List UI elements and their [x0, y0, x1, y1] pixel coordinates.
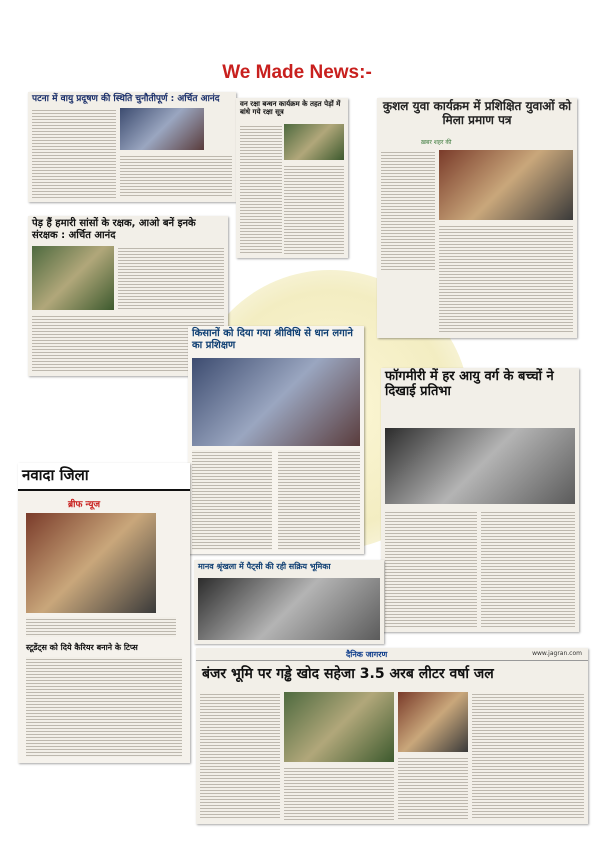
clip-headline: पेड़ हैं हमारी सांसों के रक्षक, आओ बनें इनके संरक्षक : अर्चित आनंद: [32, 218, 196, 241]
clip-body-text: [284, 766, 394, 820]
clip-body-text: [284, 164, 344, 254]
clip-body-text: [472, 692, 584, 820]
clip-photo: [439, 150, 573, 220]
clip-headline: वन रक्षा बन्धन कार्यक्रम के तहत पेड़ों में बांधे गये रक्षा सूत्र: [240, 100, 341, 117]
news-clipping-farmers-training: [188, 326, 364, 554]
masthead: दैनिक जागरण: [346, 650, 388, 659]
clip-body-text: [26, 617, 176, 637]
clip-headline: बंजर भूमि पर गड्ढे खोद सहेजा 3.5 अरब लीटर वर्षा जल: [202, 666, 494, 682]
clip-photo: [120, 108, 204, 150]
clip-photo: [192, 358, 360, 446]
clip-body-text: [200, 692, 280, 820]
clip-body-text: [32, 108, 116, 198]
clip-photo: [284, 692, 394, 762]
banner-title: नवादा जिला: [22, 466, 89, 484]
clip-photo: [198, 578, 380, 640]
clip-banner: [18, 463, 190, 491]
clip-body-text: [398, 756, 468, 820]
clip-photo: [32, 246, 114, 310]
news-clipping-fogmiri-talent: [381, 368, 579, 632]
clip-body-text: [278, 450, 360, 550]
site-url: www.jagran.com: [532, 650, 582, 657]
clip-body-text: [118, 246, 224, 310]
clip-photo: [26, 513, 156, 613]
clip-headline: पटना में वायु प्रदूषण की स्थिति चुनौतीपूर्ण : अर्चित आनंद: [32, 94, 220, 104]
clip-headline: कुशल युवा कार्यक्रम में प्रशिक्षित युवाओं को मिला प्रमाण पत्र: [382, 99, 572, 127]
clip-body-text: [385, 510, 477, 628]
news-clipping-van-raksha-bandhan: [236, 98, 348, 258]
clip-photo: [398, 692, 468, 752]
clip-body-text: [240, 124, 282, 254]
clip-subtitle: ख़बर शहर की: [421, 139, 452, 146]
clip-body-text: [120, 154, 232, 198]
clip-body-text: [439, 224, 573, 334]
news-clipping-air-pollution: [28, 92, 236, 202]
clip-body-text: [192, 450, 272, 550]
clip-tag: ब्रीफ न्यूज: [68, 500, 101, 510]
news-clipping-skill-certificate: [377, 98, 577, 338]
clip-headline: स्टूडेंट्स को दिये कैरियर बनाने के टिप्स: [26, 643, 138, 652]
page-title: We Made News:-: [222, 62, 372, 83]
clip-photo: [385, 428, 575, 504]
clip-photo: [284, 124, 344, 160]
clip-headline: मानव श्रृंखला में पैट्सी की रही सक्रिय भूमिका: [198, 562, 331, 571]
news-clipping-rainwater-harvesting: [196, 648, 588, 824]
clip-masthead-bar: [196, 648, 588, 661]
clip-headline: किसानों को दिया गया श्रीविधि से धान लगाने का प्रशिक्षण: [192, 328, 353, 351]
news-clipping-human-chain: [194, 560, 384, 644]
clip-body-text: [481, 510, 575, 628]
clip-body-text: [26, 657, 182, 757]
clip-headline: फॉगमीरी में हर आयु वर्ग के बच्चों ने दिखाई प्रतिभा: [385, 369, 554, 399]
clip-body-text: [381, 150, 435, 270]
news-clipping-nawada-district: [18, 463, 190, 763]
